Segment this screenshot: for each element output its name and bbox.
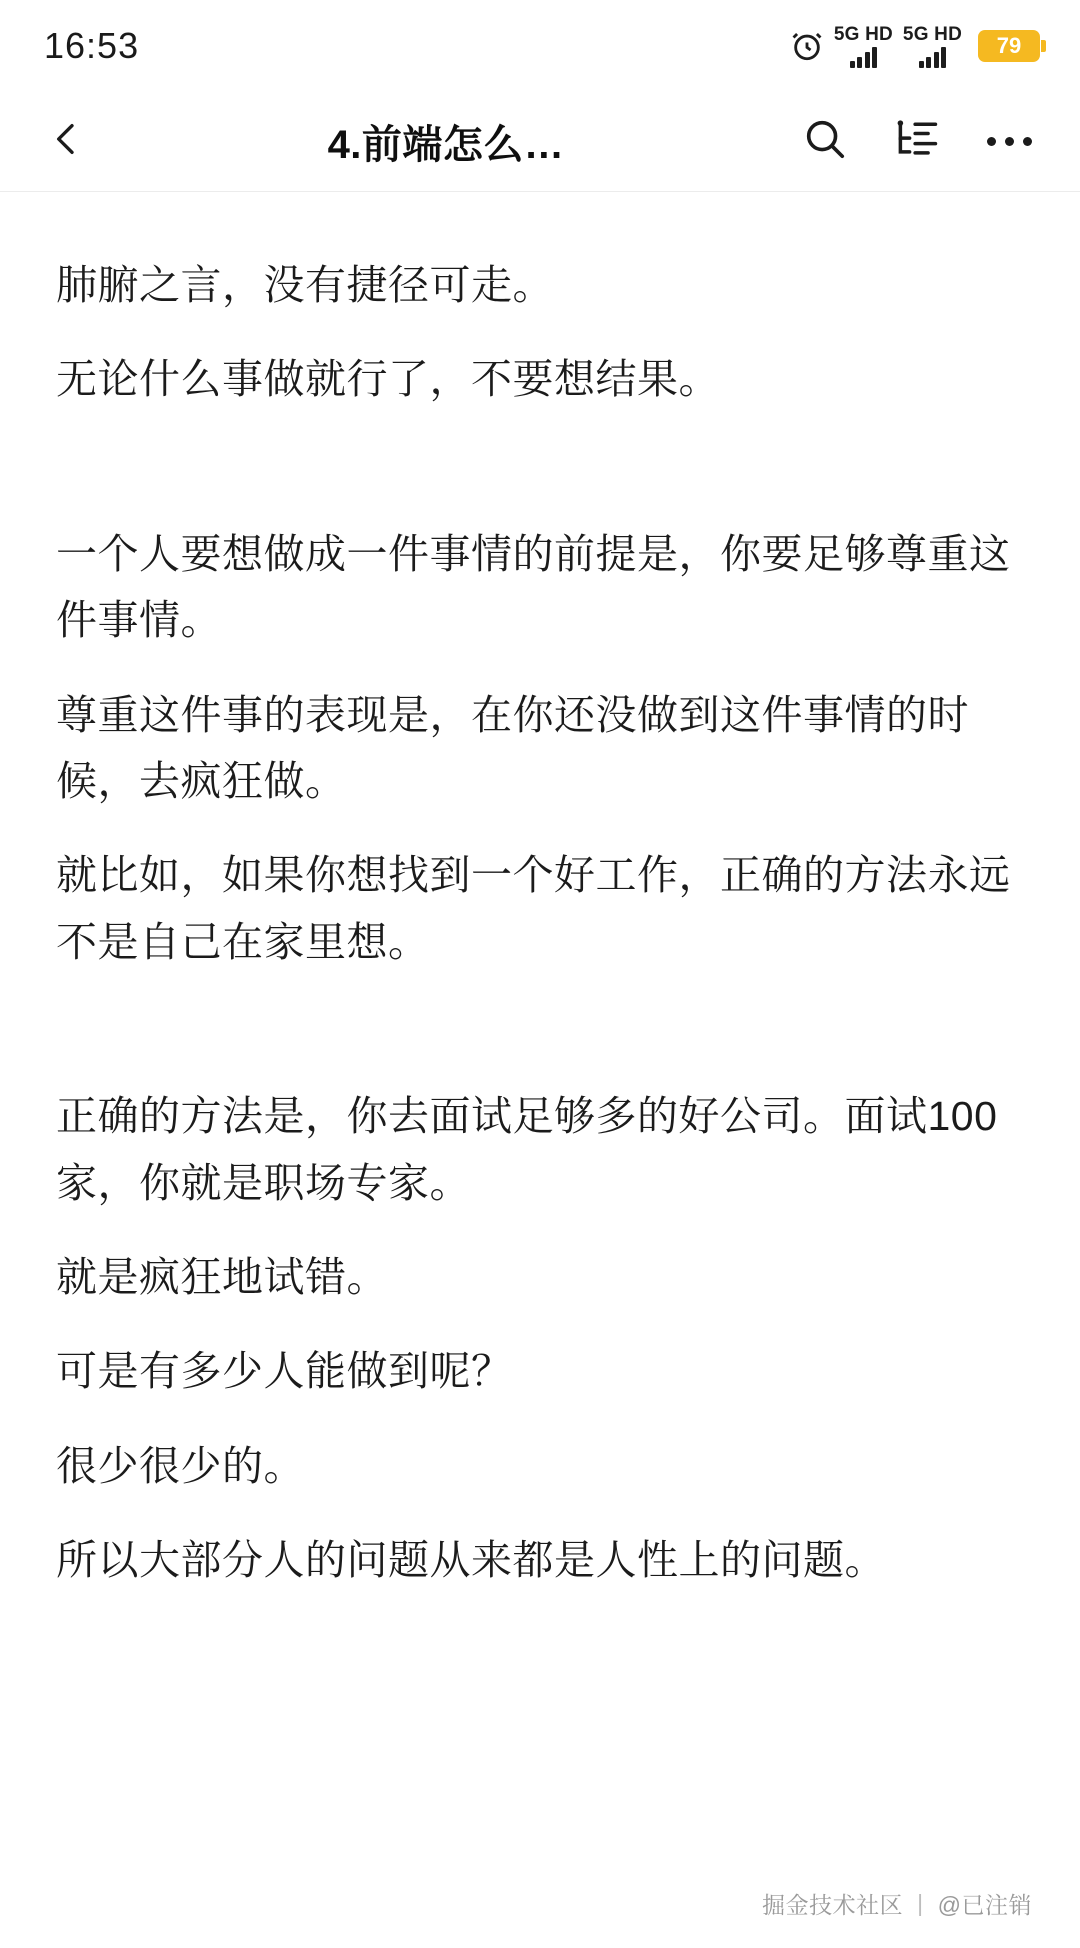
watermark-separator: | — [917, 1890, 924, 1916]
article-paragraph: 很少很少的。 — [56, 1442, 305, 1489]
article-paragraph: 就是疯狂地试错。 — [56, 1254, 388, 1301]
outline-button[interactable] — [880, 105, 954, 179]
article-paragraph: 就比如，如果你想找到一个好工作，正确的方法永远不是自己在家里想。 — [56, 852, 1011, 965]
article-paragraph: 无论什么事做就行了，不要想结果。 — [56, 356, 720, 403]
watermark — [762, 1887, 1032, 1920]
article-paragraph: 肺腑之言，没有捷径可走。 — [56, 262, 554, 308]
more-options-icon — [987, 137, 1032, 146]
signal-bars-1 — [850, 46, 878, 68]
watermark-site: 掘金技术社区 — [762, 1892, 904, 1918]
nav-actions — [788, 105, 1046, 179]
watermark-author: @已注销 — [937, 1892, 1032, 1918]
article-paragraph: 正确的方法是，你去面试足够多的好公司。面试100家，你就是职场专家。 — [56, 1093, 998, 1206]
signal-indicator-2 — [903, 25, 962, 68]
article-paragraph: 尊重这件事的表现是，在你还没做到这件事情的时候，去疯狂做。 — [56, 691, 969, 805]
more-options-button[interactable] — [972, 105, 1046, 179]
article-paragraph: 一个人要想做成一件事情的前提是，你要足够尊重这件事情。 — [56, 530, 1011, 644]
alarm-clock-icon — [790, 29, 824, 63]
search-button[interactable] — [788, 105, 862, 179]
status-indicators — [790, 25, 1040, 68]
signal-bars-2 — [919, 46, 947, 68]
signal-indicator-1 — [834, 25, 893, 68]
page-title: 4.前端怎么… — [327, 123, 565, 167]
article-paragraph: 所以大部分人的问题从来都是人性上的问题。 — [56, 1537, 886, 1584]
article-paragraph: 可是有多少人能做到呢？ — [56, 1348, 513, 1395]
battery-indicator: 79 — [978, 30, 1040, 62]
back-button[interactable] — [30, 105, 104, 179]
status-bar — [0, 0, 1080, 92]
article-body — [0, 192, 1080, 1594]
article-outline-icon — [893, 116, 941, 167]
navigation-bar — [0, 92, 1080, 192]
status-time: 16:53 — [44, 25, 140, 66]
chevron-left-icon — [47, 117, 87, 166]
search-icon — [802, 116, 848, 167]
network-type-label-2: 5G HD — [902, 23, 962, 45]
network-type-label-1: 5G HD — [833, 23, 893, 45]
